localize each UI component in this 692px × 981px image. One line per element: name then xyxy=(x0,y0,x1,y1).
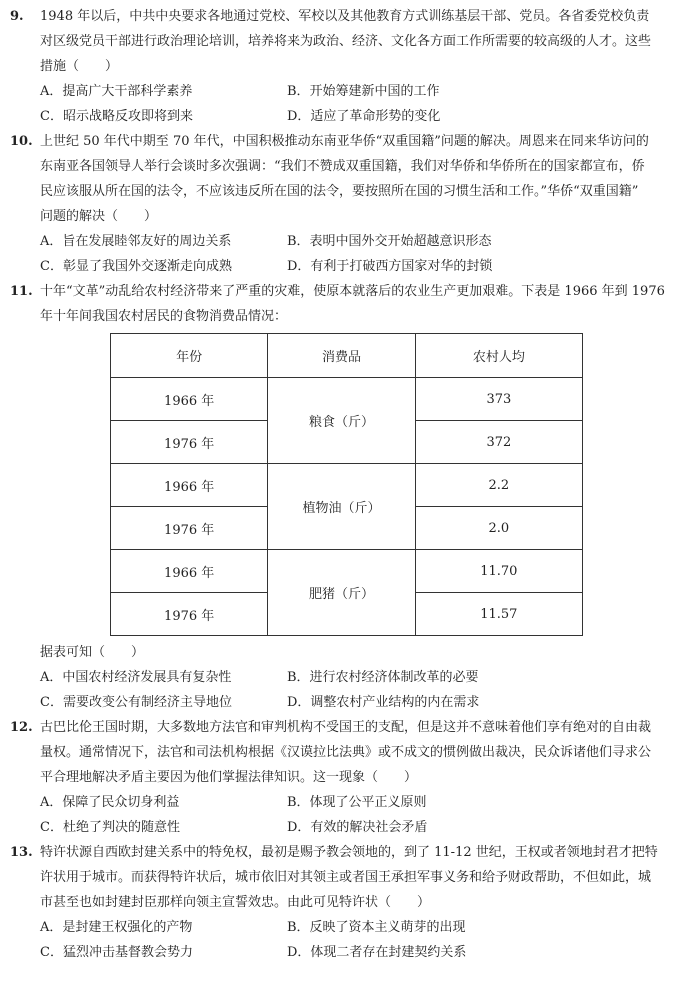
item-cell: 植物油（斤） xyxy=(268,464,415,550)
value-cell: 11.70 xyxy=(415,550,582,593)
value-cell: 373 xyxy=(415,378,582,421)
value-cell: 2.0 xyxy=(415,507,582,550)
value-cell: 11.57 xyxy=(415,593,582,636)
option-B: B．反映了资本主义萌芽的出现 xyxy=(287,920,466,935)
option-A: A．保障了民众切身利益 xyxy=(40,795,180,810)
option-A: A．是封建王权强化的产物 xyxy=(40,920,193,935)
question-text-line: 特许状源自西欧封建关系中的特免权，最初是赐予教会领地的，到了 11-12 世纪，王权或者领地封君才把特 xyxy=(40,845,658,860)
option-B: B．体现了公平正义原则 xyxy=(287,795,427,810)
year-cell: 1976 年 xyxy=(111,507,268,550)
question-number: 11. xyxy=(10,284,33,299)
option-B: B．进行农村经济体制改革的必要 xyxy=(287,670,479,685)
table-row xyxy=(111,464,583,507)
table-header-cell: 消费品 xyxy=(268,334,415,378)
item-cell: 粮食（斤） xyxy=(268,378,415,464)
options-row xyxy=(0,79,692,104)
question-10 xyxy=(0,129,692,279)
question-text-line: 古巴比伦王国时期，大多数地方法官和审判机构不受国王的支配，但是这并不意味着他们享有绝对的自由裁 xyxy=(40,720,652,735)
year-cell: 1976 年 xyxy=(111,421,268,464)
option-D: D．有效的解决社会矛盾 xyxy=(287,820,428,835)
table-header-cell: 农村人均 xyxy=(415,334,582,378)
option-D: D．有利于打破西方国家对华的封锁 xyxy=(287,259,493,274)
table-row xyxy=(111,550,583,593)
value-cell: 372 xyxy=(415,421,582,464)
question-11 xyxy=(0,279,692,715)
value-cell: 2.2 xyxy=(415,464,582,507)
question-text-line: 平合理地解决矛盾主要因为他们掌握法律知识。这一现象（ ） xyxy=(40,770,418,785)
option-A: A．提高广大干部科学素养 xyxy=(40,84,193,99)
question-text-line: 上世纪 50 年代中期至 70 年代，中国积极推动东南亚华侨“双重国籍”问题的解决。周恩来在同来华访问的 xyxy=(40,134,649,149)
options-row xyxy=(0,915,692,940)
year-cell: 1966 年 xyxy=(111,378,268,421)
question-text-line: 市甚至也如封建封臣那样向领主宣誓效忠。由此可见特许状（ ） xyxy=(40,895,431,910)
year-cell: 1976 年 xyxy=(111,593,268,636)
options-row xyxy=(0,690,692,715)
option-D: D．适应了革命形势的变化 xyxy=(287,109,441,124)
option-B: B．开始筹建新中国的工作 xyxy=(287,84,440,99)
table-row xyxy=(111,378,583,421)
year-cell: 1966 年 xyxy=(111,550,268,593)
table-header-cell: 年份 xyxy=(111,334,268,378)
options-row xyxy=(0,104,692,129)
options-row xyxy=(0,790,692,815)
options-row xyxy=(0,940,692,965)
question-text-line: 问题的解决（ ） xyxy=(40,209,158,224)
question-number: 12. xyxy=(10,720,33,735)
option-D: D．调整农村产业结构的内在需求 xyxy=(287,695,480,710)
question-9 xyxy=(0,4,692,129)
table-header-row xyxy=(111,334,583,378)
option-C: C．需要改变公有制经济主导地位 xyxy=(40,695,232,710)
question-text-line: 十年“文革”动乱给农村经济带来了严重的灾难，使原本就落后的农业生产更加艰难。下表是 1966 年到 1976 xyxy=(40,284,665,299)
question-text-line: 对区级党员干部进行政治理论培训，培养将来为政治、经济、文化各方面工作所需要的较高级的人才。这些 xyxy=(40,34,652,49)
question-prompt: 据表可知（ ） xyxy=(40,645,145,660)
question-text-line: 措施（ ） xyxy=(40,59,119,74)
option-C: C．杜绝了判决的随意性 xyxy=(40,820,180,835)
question-12 xyxy=(0,715,692,840)
question-number: 9. xyxy=(10,9,24,24)
options-row xyxy=(0,229,692,254)
options-row xyxy=(0,665,692,690)
question-text-line: 东南亚各国领导人举行会谈时多次强调：“我们不赞成双重国籍，我们对华侨和华侨所在的国家都宣布，侨 xyxy=(40,159,645,174)
option-C: C．猛烈冲击基督教会势力 xyxy=(40,945,193,960)
options-row xyxy=(0,815,692,840)
option-C: C．彰显了我国外交逐渐走向成熟 xyxy=(40,259,232,274)
options-row xyxy=(0,254,692,279)
option-C: C．昭示战略反攻即将到来 xyxy=(40,109,193,124)
question-number: 13. xyxy=(10,845,33,860)
question-text-line: 量权。通常情况下，法官和司法机构根据《汉谟拉比法典》或不成文的惯例做出裁决，民众诉诸他们寻求公 xyxy=(40,745,652,760)
question-number: 10. xyxy=(10,134,33,149)
option-D: D．体现二者存在封建契约关系 xyxy=(287,945,467,960)
question-13 xyxy=(0,840,692,965)
consumption-table xyxy=(110,333,583,636)
option-A: A．中国农村经济发展具有复杂性 xyxy=(40,670,232,685)
question-text-line: 年十年间我国农村居民的食物消费品情况： xyxy=(40,309,288,324)
year-cell: 1966 年 xyxy=(111,464,268,507)
option-A: A．旨在发展睦邻友好的周边关系 xyxy=(40,234,232,249)
question-text-line: 1948 年以后，中共中央要求各地通过党校、军校以及其他教育方式训练基层干部、党员。各省委党校负责 xyxy=(40,9,650,24)
question-text-line: 民应该服从所在国的法令，不应该违反所在国的法令，要按照所在国的习惯生活和工作。”华侨“双重国籍” xyxy=(40,184,639,199)
question-text-line: 许状用于城市。而获得特许状后，城市依旧对其领主或者国王承担军事义务和给予财政帮助，不但如此，城 xyxy=(40,870,652,885)
item-cell: 肥猪（斤） xyxy=(268,550,415,636)
option-B: B．表明中国外交开始超越意识形态 xyxy=(287,234,492,249)
